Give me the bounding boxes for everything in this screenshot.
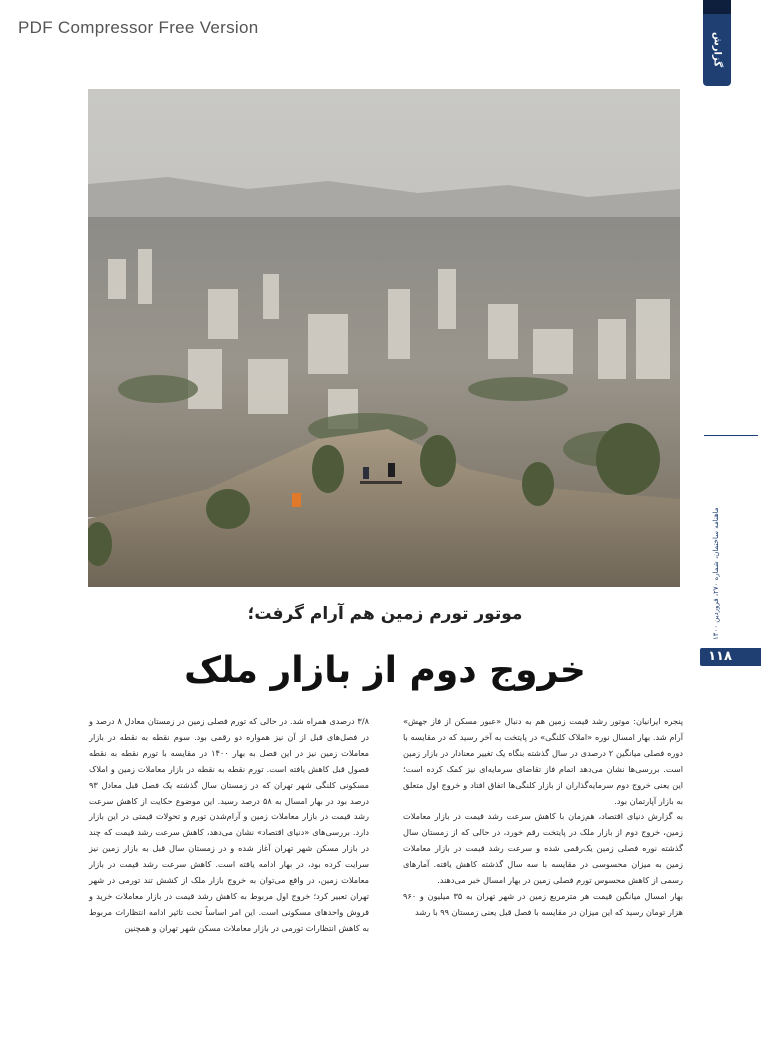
watermark-text: PDF Compressor Free Version bbox=[18, 18, 259, 37]
article-column-right bbox=[403, 714, 683, 921]
issue-info: ماهنامه ساختمان، شماره ۲۷۰، فروردین ۱۴۰۰ bbox=[712, 507, 720, 640]
page-number: ۱۱۸ bbox=[708, 649, 732, 664]
section-tab-cap bbox=[703, 0, 731, 14]
article-column-left bbox=[89, 714, 369, 937]
paragraph: پنجره ایرانیان: موتور رشد قیمت زمین هم به دنبال «عبور مسکن از فاز جهش» آرام شد. بهار امسال نوره «املاک کلنگی» در پایتخت به آخر رسید که در مقایسه با دوره فصلی میانگین ۲ درصدی در سال گذشته بنگاه یک تغییر معنادار در بازار زمین است. بررسی‌ها نشان می‌دهد اتمام فاز تقاضای سرمایه‌ای نیز کمک کرده است؛ این یعنی خروج دوم سرمایه‌گذاران از بازار کلنگی‌ها اتفاق افتاد و خروج اول متعلق به بازار آپارتمان بود. bbox=[403, 716, 683, 806]
paragraph: بهار امسال میانگین قیمت هر مترمربع زمین در شهر تهران به ۳۵ میلیون و ۹۶۰ هزار تومان رسید که این میزان در مقایسه با فصل قبل یعنی زمستان ۹۹ با رشد bbox=[403, 890, 683, 917]
article-headline: خروج دوم از بازار ملک bbox=[184, 650, 586, 691]
city-skyline-photo bbox=[88, 89, 680, 587]
article-photo bbox=[88, 89, 680, 587]
section-tab bbox=[703, 0, 731, 86]
section-label: گزارش bbox=[711, 32, 723, 68]
paragraph: ۳/۸ درصدی همراه شد. در حالی که تورم فصلی زمین در زمستان معادل ۸ درصد و در فصل‌های قبل از آن نیز همواره دو رقمی بود. سوم نقطه به نقطه در بازار معاملات زمین نیز در این فصل به بهار ۱۴۰۰ در مقایسه با تورم نقطه به نقطه فصول قبل کاهش یافته است. تورم نقطه به نقطه در بازار معاملات زمین و املاک مسکونی کلنگی شهر تهران که در زمستان سال گذشته یک فصل قبل معادل ۹۳ درصد بود در بهار امسال به ۵۸ درصد رسید. این موضوع حکایت از کاهش سرعت رشد قیمت در بازار معاملات زمین و آرام‌شدن تورم و تحولات قیمتی در این بازار دارد. بررسی‌های «دنیای اقتصاد» نشان می‌دهد، کاهش سرعت رشد قیمت که چند در بازار مسکن شهر تهران آغاز شده و در زمستان سال قبل به بازار زمین نیز سرایت کرده بود، در بهار ادامه یافته است. کاهش سرعت رشد قیمت در بازار معاملات زمین، در واقع می‌توان به خروج بازار ملک از کشش تند تورمی در شهر تهران تعبیر کرد؛ خروج اول مربوط به کاهش رشد قیمت در بازار معاملات خرید و فروش واحدهای مسکونی است. این امر اساساً تحت تاثیر ادامه انتظارات مربوط به کاهش انتظارات تورمی در بازار معاملات مسکن شهر تهران و همچنین bbox=[89, 716, 370, 933]
paragraph: به گزارش دنیای اقتصاد، هم‌زمان با کاهش سرعت رشد قیمت در بازار معاملات زمین، خروج دوم از بازار ملک در پایتخت رقم خورد، در حالی که از زمستان سال گذشته نوره فصلی زمین یک‌رقمی شده و سرعت رشد قیمت در بازار معاملات زمین به میزان محسوسی در مقایسه با سه سال گذشته کاهش یافته. آمارهای رسمی از کاهش محسوس تورم فصلی زمین در بهار امسال خبر می‌دهند. bbox=[403, 811, 683, 886]
side-rule bbox=[704, 435, 758, 436]
article-kicker: موتور تورم زمین هم آرام گرفت؛ bbox=[247, 604, 523, 624]
